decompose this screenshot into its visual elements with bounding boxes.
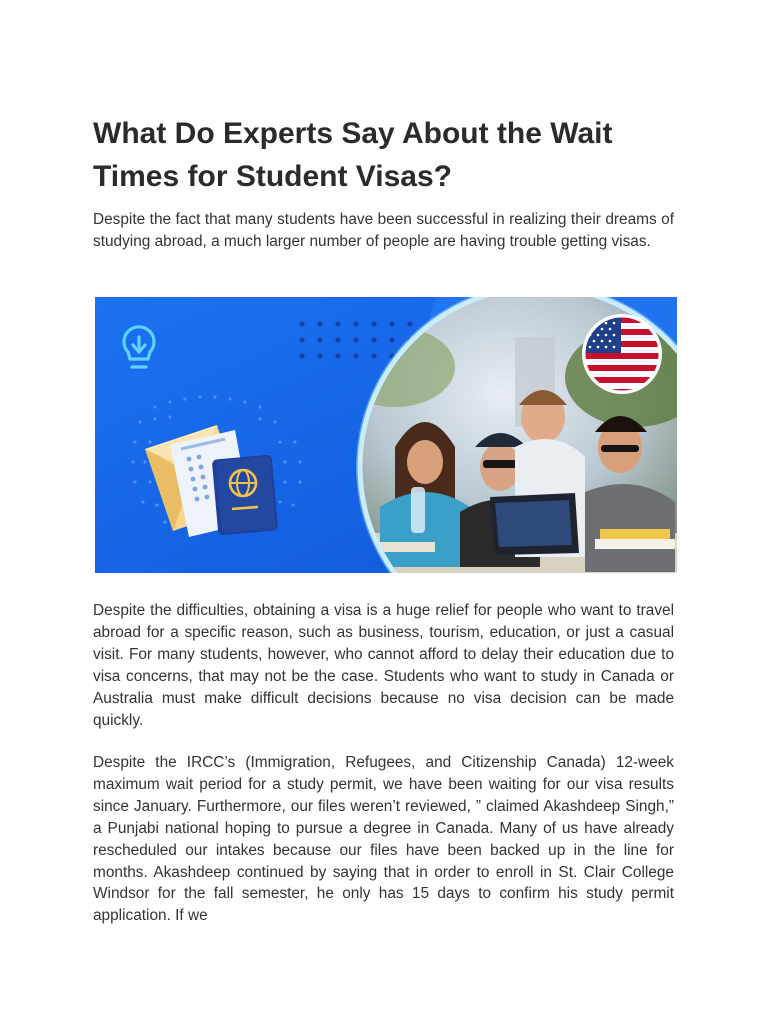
passport-icon <box>212 455 278 536</box>
intro-paragraph: Despite the fact that many students have been successful in realizing their dreams of studying abroad, a much larger number of people are having trouble getting visas. <box>93 211 674 250</box>
hero-illustration <box>95 297 677 573</box>
hero-image <box>95 297 677 573</box>
body-paragraph-1: Despite the difficulties, obtaining a visa is a huge relief for people who want to travel abroad for a specific reason, such as business, tourism, education, or just a casual visit. For many students, however, who cannot afford to delay their education due to visa concerns, that may not be the case. Students who want to study in Canada or Australia must make difficult decisions because no visa decision can be made quickly. <box>93 602 674 729</box>
article-title: What Do Experts Say About the Wait Times for Student Visas? <box>93 117 613 193</box>
body-paragraph-2: Despite the IRCC’s (Immigration, Refugees, and Citizenship Canada) 12-week maximum wait period for a study permit, we have been waiting for our visa results since January. Furthermore, our files weren’t reviewed, ” claimed Akashdeep Singh,” a Punjabi national hoping to pursue a degree in Canada. Many of us have already rescheduled our intakes because our files have been backed up in the line for months. Akashdeep continued by saying that in order to enroll in St. Clair College Windsor for the fall semester, he only has 15 days to confirm his study permit application. If we <box>93 754 674 925</box>
